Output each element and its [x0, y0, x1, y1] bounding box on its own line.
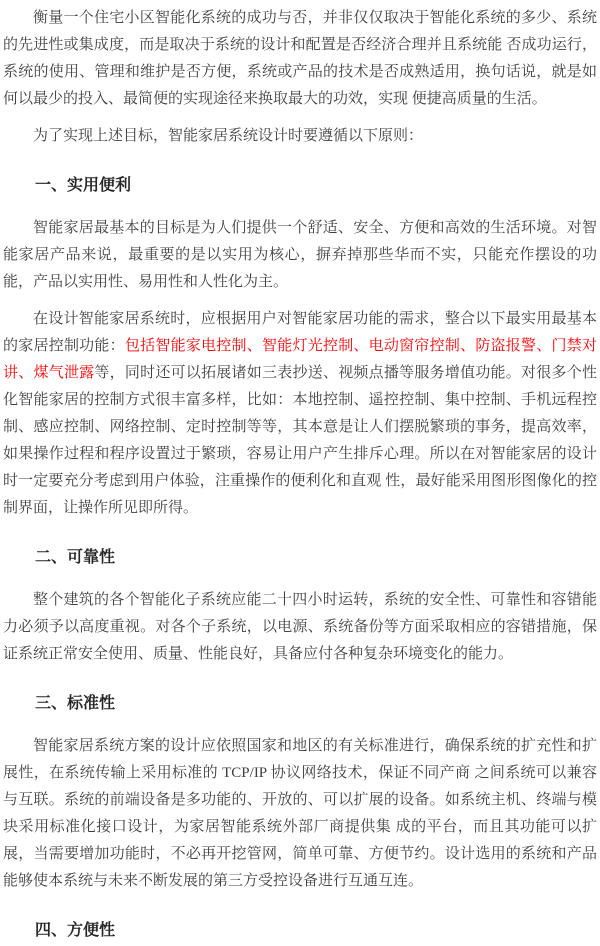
intro-paragraph: 衡量一个住宅小区智能化系统的成功与否，并非仅仅取决于智能化系统的多少、系统的先进性或集成度，而是取决于系统的设计和配置是否经济合理并且系统能 否成功运行，系统的使用、管理和维护是否方便，系统或产品的技术是否成熟适用，换句话说，就是如何以最少的投入、最简便的实现途径来换取最大的功效，实现 便捷高质量的生活。 [3, 10, 597, 107]
section-heading-practical-convenience: 一、实用便利 [35, 177, 132, 194]
standardization-paragraph: 智能家居系统方案的设计应依照国家和地区的有关标准进行，确保系统的扩充性和扩展性，在系统传输上采用标准的 TCP/IP 协议网络技术，保证不同产商 之间系统可以兼容与互联。系统的前端设备是多功能的、开放的、可以扩展的设备。如系统主机、终端与模块采用标准化接口设计，为家居智能系统外部厂商提供集 成的平台，而且其功能可以扩展，当需要增加功能时，不必再开挖管网，简单可靠、方便节约。设计选用的系统和产品能够使本系统与未来不断发展的第三方受控设备进行互通互连。 [3, 738, 597, 889]
control-functions-paragraph [3, 306, 597, 522]
text-segment: 等，同时还可以拓展诸如三表抄送、视频点播等服务增值功能。对很多个性化智能家居的控制方式很丰富多样，比如：本地控制、遥控控制、集中控制、手机远程控制、感应控制、网络控制、定时控制等等，其本意是让人们摆脱繁琐的事务，提高效率，如果操作过程和程序设置过于繁琐，容易让用户产生排斥心理。所以在对智能家居的设计时一定要充分考虑到用户体验，注重操作的便利化和直观 性，最好能采用图形图像化的控制界面，让操作所见即所得。 [3, 365, 597, 516]
highlighted-control-functions-text: 包括智能家电控制、智能灯光控制、电动窗帘控制、防盗报警、门禁对讲、煤气泄露 [3, 338, 597, 381]
section-heading-reliability: 二、可靠性 [35, 549, 116, 566]
goal-paragraph: 为了实现上述目标，智能家居系统设计时要遵循以下原则： [33, 128, 424, 144]
practical-paragraph: 智能家居最基本的目标是为人们提供一个舒适、安全、方便和高效的生活环境。对智能家居产品来说，最重要的是以实用为核心，摒弃掉那些华而不实，只能充作摆设的功能，产品以实用性、易用性和人性化为主。 [3, 220, 597, 290]
section-heading-standardization: 三、标准性 [35, 695, 116, 712]
reliability-paragraph: 整个建筑的各个智能化子系统应能二十四小时运转，系统的安全性、可靠性和容错能力必须予以高度重视。对各个子系统，以电源、系统备份等方面采取相应的容错措施，保证系统正常安全使用、质量、性能良好，具备应付各种复杂环境变化的能力。 [3, 592, 597, 662]
section-heading-convenience: 四、方便性 [35, 922, 116, 939]
text-segment: 在设计智能家居系统时，应根据用户对智能家居功能的需求，整合以下最实用最基本的家居控制功能： [3, 311, 597, 354]
